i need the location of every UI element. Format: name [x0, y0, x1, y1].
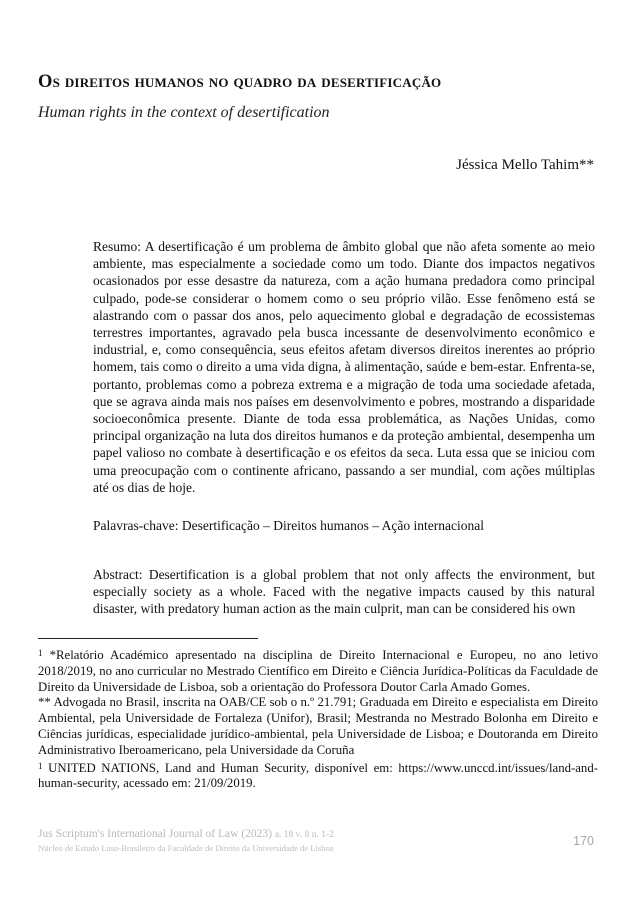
author-name: Jéssica Mello Tahim** — [456, 157, 594, 173]
footnote-3-mark: 1 — [38, 760, 43, 771]
article-title: Os direitos humanos no quadro da desertificação — [38, 72, 442, 92]
page-number: 170 — [573, 834, 594, 848]
journal-name: Jus Scriptum's International Journal of Law — [38, 828, 239, 840]
institute-footer: Núcleo de Estudo Luso-Brasileiro da Faculdade de Direito da Universidade de Lisboa — [38, 843, 334, 853]
footnote-2: ** Advogada no Brasil, inscrita na OAB/CE sob o n.º 21.791; Graduada em Direito e especialista em Direito Ambiental, pela Universidade de Fortaleza (Unifor), Brasil; Mestranda no Mestrado Bolonha em Direito e Ciências jurídicas, especialidade jurídico-ambiental, pela Universidade de Lisboa; e Doutoranda em Direito Administrativo Iberoamericano, pela Universidade da Coruña — [38, 695, 598, 757]
journal-year: (2023) — [241, 828, 272, 840]
footnote-1 — [38, 646, 598, 695]
palavras-chave: Palavras-chave: Desertificação – Direitos humanos – Ação internacional — [93, 518, 484, 533]
footnote-3 — [38, 759, 598, 793]
footnote-divider — [38, 638, 258, 639]
footnote-1-text: *Relatório Académico apresentado na disciplina de Direito Internacional e Europeu, no ano letivo 2018/2019, no ano curricular no Mestrado Científico em Direito e Ciência Jurídica-Políticas da Faculdade de Direito da Universidade de Lisboa, sob a orientação do Professora Doutor Carla Amado Gomes. — [38, 648, 599, 694]
journal-footer — [38, 828, 334, 840]
article-subtitle: Human rights in the context of desertification — [38, 104, 330, 121]
footnotes — [38, 646, 598, 792]
footnote-3-text: UNITED NATIONS, Land and Human Security, disponível em: https://www.unccd.int/issues/land-and-human-security, acessado em: 21/09/2019. — [38, 760, 598, 791]
resumo-text: Resumo: A desertificação é um problema de âmbito global que não afeta somente ao meio ambiente, mas especialmente a sociedade como um todo. Diante dos impactos negativos ocasionados por esse desastre da natureza, com a ação humana predadora como principal culpado, pode-se considerar o homem como o seu próprio vilão. Esse fenômeno está se alastrando com o passar dos anos, pelo aquecimento global e degradação de ecossistemas terrestres importantes, agravado pela busca incessante de desenvolvimento econômico e industrial, e, como consequência, seus efeitos afetam diversos direitos inerentes ao próprio homem, tais como o direito a uma vida digna, à alimentação, saúde e bem-estar. Enfrenta-se, portanto, problemas como a pobreza extrema e a migração de toda uma sociedade afetada, que se agrava ainda mais nos países em desenvolvimento e pobres, mostrando a disparidade socioeconômica presente. Diante de toda essa problemática, as Nações Unidas, como principal organização na luta dos direitos humanos e da proteção ambiental, desempenha um papel valioso no combate à desertificação e os efeitos da seca. Luta essa que se iniciou com uma preocupação com o continente africano, passando a ser mundial, com ações múltiplas até os dias de hoje. — [93, 239, 595, 495]
abstract-text: Abstract: Desertification is a global problem that not only affects the environment, but especially society as a whole. Faced with the negative impacts caused by this natural disaster, with predatory human action as the main culprit, man can be considered his own — [93, 567, 595, 617]
resumo-section — [93, 238, 595, 496]
journal-volume: a. 18 v. 8 n. 1-2 — [274, 830, 334, 840]
footnote-1-mark: 1 — [38, 648, 43, 658]
